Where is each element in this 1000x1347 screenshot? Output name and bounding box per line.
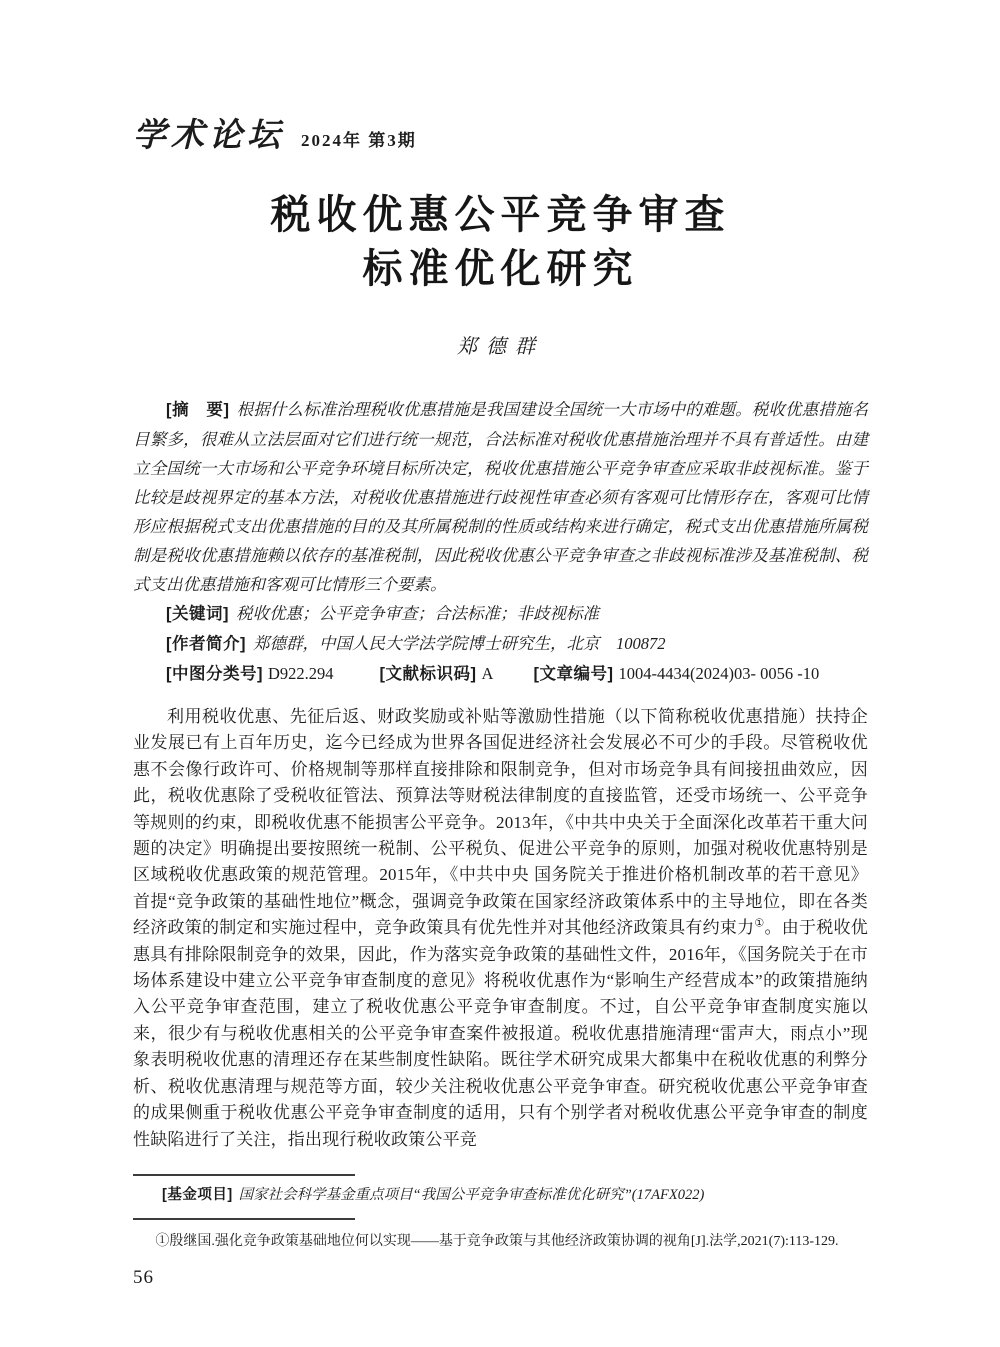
body-text-part-1: 利用税收优惠、先征后返、财政奖励或补贴等激励性措施（以下简称税收优惠措施）扶持企业发展已有上百年历史，迄今已经成为世界各国促进经济社会发展必不可少的手段。尽管税收优惠不会像行政许可、价格规制等那样直接排除和限制竞争，但对市场竞争具有间接扭曲效应，因此，税收优惠除了受税收征管法、预算法等财税法律制度的直接监管，还受市场统一、公平竞争等规则的约束，即税收优惠不能损害公平竞争。2013年，《中共中央关于全面深化改革若干重大问题的决定》明确提出要按照统一税制、公平税负、促进公平竞争的原则，加强对税收优惠特别是区域税收优惠政策的规范管理。2015年，《中共中央 国务院关于推进价格机制改革的若干意见》首提“竞争政策的基础性地位”概念，强调竞争政策在国家经济政策体系中的主导地位，即在各类经济政策的制定和实施过程中，竞争政策具有优先性并对其他经济政策具有约束力	[133, 707, 868, 938]
abstract-label: [摘 要]	[166, 401, 230, 419]
keywords	[133, 599, 868, 629]
body-text-part-2: 。由于税收优惠具有排除限制竞争的效果，因此，作为落实竞争政策的基础性文件，2016年，《国务院关于在市场体系建设中建立公平竞争审查制度的意见》将税收优惠作为“影响生产经营成本”的政策措施纳入公平竞争审查范围，建立了税收优惠公平竞争审查制度。不过，自公平竞争审查制度实施以来，很少有与税收优惠相关的公平竞争审查案件被报道。税收优惠措施清理“雷声大，雨点小”现象表明税收优惠的清理还存在某些制度性缺陷。既往学术研究成果大都集中在税收优惠的利弊分析、税收优惠清理与规范等方面，较少关注税收优惠公平竞争审查。研究税收优惠公平竞争审查的成果侧重于税收优惠公平竞争审查制度的适用，只有个别学者对税收优惠公平竞争审查的制度性缺陷进行了关注，指出现行税收政策公平竞	[133, 918, 869, 1149]
fund-note-label: [基金项目]	[162, 1186, 233, 1203]
author-bio-text: 郑德群，中国人民大学法学院博士研究生，北京 100872	[253, 634, 666, 653]
journal-issue: 2024年 第3期	[301, 131, 417, 150]
journal-logo: 学术论坛	[133, 118, 285, 154]
footnote-divider	[133, 1218, 355, 1220]
abstract	[133, 395, 868, 599]
page-number: 56	[133, 1266, 154, 1288]
footnote-reference-mark: ①	[754, 917, 765, 930]
clc-group	[166, 664, 334, 683]
fund-note	[133, 1184, 868, 1206]
clc-value: D922.294	[268, 664, 334, 683]
fund-note-text: 国家社会科学基金重点项目“我国公平竞争审查标准优化研究”(17AFX022)	[238, 1186, 705, 1203]
article-title-line-1: 税收优惠公平竞争审查	[270, 193, 731, 237]
keywords-text: 税收优惠；公平竞争审查；合法标准；非歧视标准	[236, 604, 599, 623]
article-id-value: 1004-4434(2024)03- 0056 -10	[618, 664, 820, 683]
fund-note-divider	[133, 1174, 355, 1176]
journal-header	[133, 118, 868, 154]
article-title	[133, 188, 868, 296]
article-id-group	[533, 664, 819, 683]
article-id-label: [文章编号]	[533, 665, 614, 683]
abstract-text: 根据什么标准治理税收优惠措施是我国建设全国统一大市场中的难题。税收优惠措施名目繁多，很难从立法层面对它们进行统一规范，合法标准对税收优惠措施治理并不具有普适性。由建立全国统一大市场和公平竞争环境目标所决定，税收优惠措施公平竞争审查应采取非歧视标准。鉴于比较是歧视界定的基本方法，对税收优惠措施进行歧视性审查必须有客观可比情形存在，客观可比情形应根据税式支出优惠措施的目的及其所属税制的性质或结构来进行确定，税式支出优惠措施所属税制是税收优惠措施赖以依存的基准税制，因此税收优惠公平竞争审查之非歧视标准涉及基准税制、税式支出优惠措施和客观可比情形三个要素。	[133, 400, 868, 594]
front-matter	[133, 395, 868, 689]
body-paragraph	[133, 704, 868, 1153]
clc-label: [中图分类号]	[166, 665, 263, 683]
author-bio-label: [作者简介]	[166, 635, 246, 653]
keywords-label: [关键词]	[166, 605, 229, 623]
article-title-line-2: 标准优化研究	[362, 247, 639, 291]
author-name: 郑德群	[457, 336, 544, 358]
footnote: ①殷继国.强化竞争政策基础地位何以实现——基于竞争政策与其他经济政策协调的视角[J].法学,2021(7):113-129.	[155, 1233, 839, 1249]
doc-code-value: A	[481, 664, 494, 683]
article-body	[133, 704, 868, 1153]
doc-code-label: [文献标识码]	[379, 665, 477, 683]
classification-line	[133, 659, 868, 689]
doc-code-group	[380, 664, 494, 683]
author-bio	[133, 629, 868, 659]
